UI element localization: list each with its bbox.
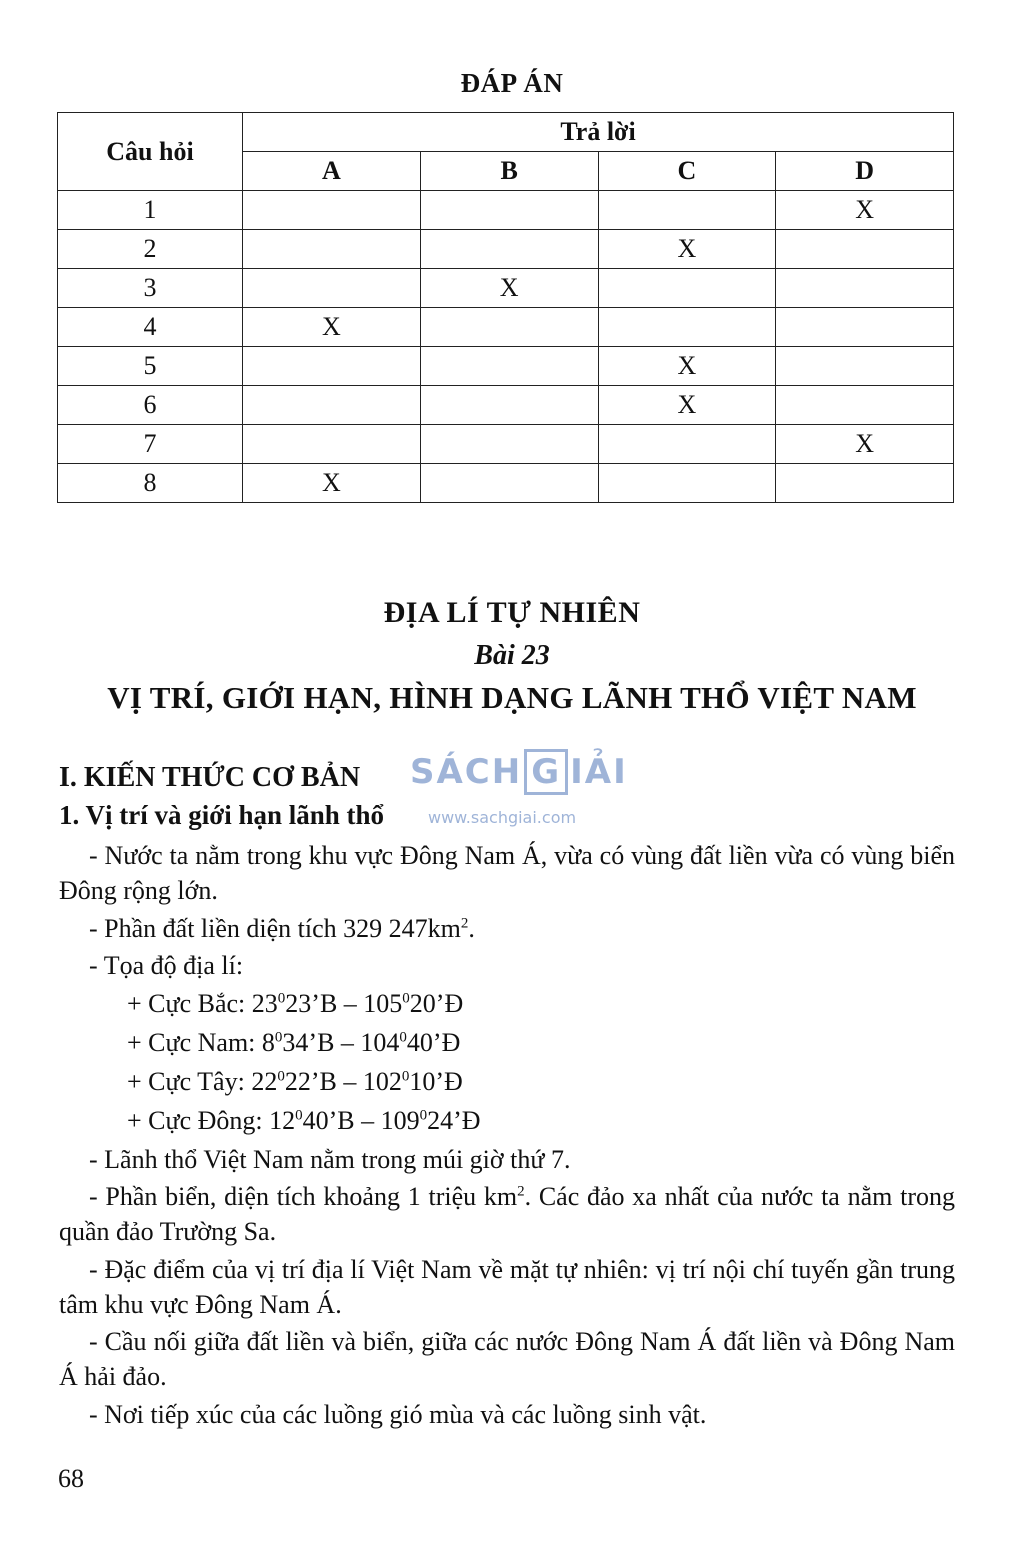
answer-mark — [420, 464, 598, 503]
answer-mark — [420, 191, 598, 230]
answer-mark — [243, 425, 421, 464]
degree-sup: 0 — [419, 1106, 428, 1123]
answer-mark — [598, 308, 776, 347]
text-span: + Cực Tây: 22 — [127, 1066, 278, 1096]
answer-mark — [776, 269, 954, 308]
text-span: 40’Đ — [406, 1027, 461, 1057]
text-span: . Các đảo xa nhất của nước ta nằm trong quần đảo Trường Sa. — [59, 1182, 955, 1246]
paragraph: - Lãnh thổ Việt Nam nằm trong múi giờ thứ 7. — [89, 1144, 571, 1174]
watermark-logo — [410, 752, 628, 792]
answer-key-title: ĐÁP ÁN — [460, 68, 564, 98]
degree-sup: 0 — [277, 989, 286, 1006]
answer-mark — [598, 269, 776, 308]
answer-mark — [598, 425, 776, 464]
text-span: 10’Đ — [409, 1066, 463, 1096]
table-row — [58, 230, 954, 269]
paragraph: - Tọa độ địa lí: — [89, 951, 244, 980]
answer-mark: X — [598, 347, 776, 386]
degree-sup: 0 — [274, 1028, 283, 1045]
watermark-url: www.sachgiai.com — [428, 808, 577, 827]
paragraph: - Đặc điểm của vị trí địa lí Việt Nam về mặt tự nhiên: vị trí nội chí tuyến gần trung tâm khu vực Đông Nam Á. — [59, 1254, 955, 1319]
answer-key-table — [57, 112, 954, 503]
header-answer: Trả lời — [243, 113, 954, 152]
answer-mark — [243, 230, 421, 269]
text-span: + Cực Bắc: 23 — [127, 988, 278, 1018]
question-number: 1 — [58, 191, 243, 230]
degree-sup: 0 — [295, 1106, 303, 1123]
table-row — [58, 425, 954, 464]
lesson-number: Bài 23 — [474, 640, 550, 671]
table-row — [58, 464, 954, 503]
option-header: D — [776, 152, 954, 191]
answer-mark — [420, 347, 598, 386]
table-row — [58, 191, 954, 230]
section-title: ĐỊA LÍ TỰ NHIÊN — [383, 596, 641, 629]
answer-mark — [776, 230, 954, 269]
answer-mark: X — [243, 308, 421, 347]
answer-mark — [598, 191, 776, 230]
superscript: 2 — [460, 914, 469, 931]
superscript: 2 — [517, 1183, 525, 1200]
answer-mark — [776, 386, 954, 425]
answer-mark — [420, 308, 598, 347]
text-span: . — [468, 913, 475, 943]
question-number: 8 — [58, 464, 243, 503]
answer-mark — [598, 464, 776, 503]
body-text — [59, 838, 955, 1434]
table-row — [58, 347, 954, 386]
watermark — [410, 738, 628, 830]
answer-mark — [776, 308, 954, 347]
question-number: 2 — [58, 230, 243, 269]
question-number: 5 — [58, 347, 243, 386]
question-number: 6 — [58, 386, 243, 425]
answer-mark — [420, 386, 598, 425]
answer-mark — [776, 347, 954, 386]
answer-mark — [776, 464, 954, 503]
lesson-title: VỊ TRÍ, GIỚI HẠN, HÌNH DẠNG LÃNH THỔ VIỆT NAM — [107, 680, 917, 715]
degree-sup: 0 — [399, 1028, 407, 1045]
coordinate-line — [59, 986, 955, 1021]
paragraph: - Cầu nối giữa đất liền và biển, giữa các nước Đông Nam Á đất liền và Đông Nam Á hải đảo. — [59, 1327, 955, 1391]
answer-mark — [243, 386, 421, 425]
paragraph: - Nước ta nằm trong khu vực Đông Nam Á, vừa có vùng đất liền vừa có vùng biển Đông rộng lớn. — [59, 841, 955, 905]
watermark-logo-box: G — [524, 749, 568, 795]
text-span: 24’Đ — [427, 1105, 481, 1135]
heading-location-limits: 1. Vị trí và giới hạn lãnh thổ — [59, 800, 385, 830]
answer-mark — [243, 347, 421, 386]
text-span: 22’B – 102 — [284, 1066, 402, 1096]
question-number: 7 — [58, 425, 243, 464]
coordinate-line — [59, 1064, 955, 1099]
answer-mark — [420, 425, 598, 464]
watermark-logo-left: SÁCH — [410, 752, 523, 792]
coordinate-line — [59, 1025, 955, 1060]
question-number: 4 — [58, 308, 243, 347]
answer-mark — [420, 230, 598, 269]
text-span: - Phần biển, diện tích khoảng 1 triệu km — [89, 1182, 518, 1211]
header-question: Câu hỏi — [58, 113, 243, 191]
paragraph — [59, 1179, 955, 1249]
text-span: 34’B – 104 — [282, 1027, 400, 1057]
page-number: 68 — [58, 1464, 84, 1493]
degree-sup: 0 — [402, 989, 410, 1006]
text-span: 40’B – 109 — [302, 1105, 420, 1135]
answer-mark — [243, 269, 421, 308]
coordinate-line — [59, 1103, 955, 1138]
option-header: C — [598, 152, 776, 191]
text-span: + Cực Đông: 12 — [127, 1105, 296, 1135]
text-span: - Phần đất liền diện tích 329 247km — [89, 913, 461, 943]
answer-mark: X — [776, 425, 954, 464]
table-row — [58, 308, 954, 347]
paragraph: - Nơi tiếp xúc của các luồng gió mùa và các luồng sinh vật. — [89, 1399, 707, 1429]
answer-mark: X — [420, 269, 598, 308]
option-header: B — [420, 152, 598, 191]
degree-sup: 0 — [401, 1067, 410, 1084]
answer-mark: X — [598, 230, 776, 269]
answer-mark — [243, 191, 421, 230]
watermark-logo-right: IẢI — [570, 752, 628, 792]
option-header: A — [243, 152, 421, 191]
text-span: 20’Đ — [409, 988, 464, 1018]
table-row — [58, 386, 954, 425]
text-span: + Cực Nam: 8 — [127, 1027, 275, 1057]
paragraph — [59, 911, 955, 946]
answer-mark: X — [243, 464, 421, 503]
table-row — [58, 269, 954, 308]
question-number: 3 — [58, 269, 243, 308]
text-span: 23’B – 105 — [285, 988, 403, 1018]
heading-basic-knowledge: I. KIẾN THỨC CƠ BẢN — [59, 762, 361, 793]
degree-sup: 0 — [277, 1067, 285, 1084]
answer-mark: X — [598, 386, 776, 425]
answer-mark: X — [776, 191, 954, 230]
